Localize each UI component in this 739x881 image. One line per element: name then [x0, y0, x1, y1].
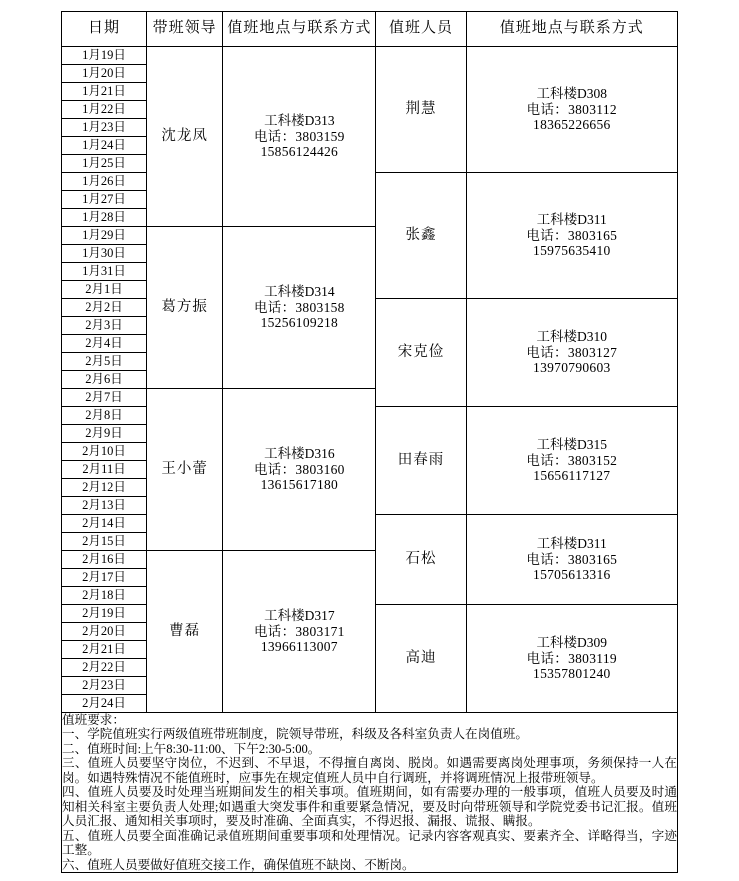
date-cell: 2月2日 — [62, 299, 147, 317]
leader-location-cell — [223, 389, 376, 551]
leader-location-cell — [223, 47, 376, 227]
note-item-5: 六、值班人员要做好值班交接工作，确保值班不缺岗、不断岗。 — [62, 857, 415, 872]
date-cell: 2月7日 — [62, 389, 147, 407]
staff-name-cell: 石松 — [376, 515, 466, 605]
staff-phone: 电话：3803165 — [526, 551, 618, 567]
date-cell: 1月19日 — [62, 47, 147, 65]
staff-phone: 电话：3803152 — [526, 452, 618, 468]
staff-phone: 电话：3803112 — [526, 101, 617, 117]
staff-mobile: 15975635410 — [533, 243, 611, 259]
column-header-2: 值班地点与联系方式 — [223, 12, 376, 47]
leader-room: 工科楼D316 — [264, 446, 335, 462]
leader-room: 工科楼D314 — [264, 284, 335, 300]
staff-room: 工科楼D309 — [536, 635, 608, 651]
date-cell: 1月20日 — [62, 65, 147, 83]
date-cell: 2月21日 — [62, 641, 147, 659]
date-cell: 2月24日 — [62, 695, 147, 713]
note-item-2: 三、值班人员要坚守岗位，不迟到、不早退，不得擅自离岗、脱岗。如遇需要离岗处理事项，务须保持一人在岗。如遇特殊情况不能值班时，应事先在规定值班人员中自行调班，并将调班情况上报带班领导。 — [62, 756, 677, 785]
notes-row — [62, 713, 678, 873]
column-header-4: 值班地点与联系方式 — [466, 12, 677, 47]
date-cell: 2月19日 — [62, 605, 147, 623]
leader-mobile: 15256109218 — [260, 315, 339, 331]
leader-name-cell: 葛方振 — [147, 227, 223, 389]
duty-table-body — [62, 12, 678, 873]
date-cell: 2月14日 — [62, 515, 147, 533]
duty-schedule-table — [61, 11, 678, 873]
leader-phone: 电话：3803158 — [253, 299, 345, 315]
date-cell: 1月22日 — [62, 101, 147, 119]
staff-mobile: 15357801240 — [533, 666, 611, 682]
staff-name-cell: 宋克俭 — [376, 299, 466, 407]
date-cell: 1月29日 — [62, 227, 147, 245]
date-cell: 2月5日 — [62, 353, 147, 371]
staff-name-cell: 高迪 — [376, 605, 466, 713]
note-item-3: 四、值班人员要及时处理当班期间发生的相关事项。值班期间，如有需要办理的一般事项，值班人员要及时通知相关科室主要负责人处理;如遇重大突发事件和重要紧急情况，要及时向带班领导和学院党委书记汇报。值班人员汇报、通知相关事项时，要及时准确、全面真实，不得迟报、漏报、谎报、瞒报。 — [62, 785, 677, 829]
date-cell: 2月9日 — [62, 425, 147, 443]
staff-name-cell: 张鑫 — [376, 173, 466, 299]
date-cell: 2月16日 — [62, 551, 147, 569]
duty-requirements-cell — [62, 713, 678, 873]
leader-phone: 电话：3803171 — [253, 623, 345, 639]
staff-phone: 电话：3803165 — [526, 227, 618, 243]
staff-mobile: 13970790603 — [533, 360, 611, 376]
leader-mobile: 15856124426 — [260, 144, 339, 160]
note-item-4: 五、值班人员要全面准确记录值班期间重要事项和处理情况。记录内容客观真实、要素齐全、详略得当，字迹工整。 — [62, 828, 677, 858]
date-cell: 2月13日 — [62, 497, 147, 515]
date-cell: 1月25日 — [62, 155, 147, 173]
leader-room: 工科楼D313 — [264, 113, 335, 129]
date-cell: 2月10日 — [62, 443, 147, 461]
leader-name-cell: 王小蕾 — [147, 389, 223, 551]
staff-location-cell — [466, 173, 677, 299]
date-cell: 1月21日 — [62, 83, 147, 101]
leader-room: 工科楼D317 — [264, 608, 335, 624]
date-cell: 1月31日 — [62, 263, 147, 281]
staff-mobile: 15705613316 — [533, 567, 611, 583]
date-cell: 1月30日 — [62, 245, 147, 263]
date-cell: 1月27日 — [62, 191, 147, 209]
date-cell: 2月6日 — [62, 371, 147, 389]
date-cell: 1月26日 — [62, 173, 147, 191]
column-header-3: 值班人员 — [376, 12, 466, 47]
date-cell: 1月23日 — [62, 119, 147, 137]
date-cell: 2月3日 — [62, 317, 147, 335]
date-cell: 2月12日 — [62, 479, 147, 497]
staff-room: 工科楼D315 — [536, 437, 608, 453]
staff-room: 工科楼D310 — [536, 329, 608, 345]
date-cell: 2月17日 — [62, 569, 147, 587]
duty-schedule-sheet — [61, 11, 678, 873]
date-cell: 2月22日 — [62, 659, 147, 677]
staff-name-cell: 田春雨 — [376, 407, 466, 515]
leader-phone: 电话：3803160 — [253, 461, 345, 477]
date-cell: 2月4日 — [62, 335, 147, 353]
staff-location-cell — [466, 605, 677, 713]
staff-room: 工科楼D308 — [536, 86, 608, 102]
date-cell: 2月1日 — [62, 281, 147, 299]
leader-mobile: 13966113007 — [260, 639, 338, 655]
staff-location-cell — [466, 299, 677, 407]
staff-location-cell — [466, 47, 677, 173]
staff-room: 工科楼D311 — [536, 536, 607, 552]
table-row — [62, 47, 678, 65]
note-item-1: 二、值班时间:上午8:30-11:00、下午2:30-5:00。 — [62, 741, 321, 756]
date-cell: 1月24日 — [62, 137, 147, 155]
staff-location-cell — [466, 515, 677, 605]
date-cell: 1月28日 — [62, 209, 147, 227]
date-cell: 2月20日 — [62, 623, 147, 641]
table-header-row — [62, 12, 678, 47]
date-cell: 2月8日 — [62, 407, 147, 425]
column-header-0: 日期 — [62, 12, 147, 47]
leader-name-cell: 曹磊 — [147, 551, 223, 713]
leader-phone: 电话：3803159 — [253, 128, 345, 144]
staff-mobile: 15656117127 — [533, 468, 611, 484]
staff-mobile: 18365226656 — [533, 117, 611, 133]
staff-room: 工科楼D311 — [536, 212, 607, 228]
date-cell: 2月23日 — [62, 677, 147, 695]
leader-mobile: 13615617180 — [260, 477, 339, 493]
leader-name-cell: 沈龙凤 — [147, 47, 223, 227]
staff-phone: 电话：3803119 — [526, 650, 617, 666]
staff-location-cell — [466, 407, 677, 515]
notes-title: 值班要求： — [62, 713, 125, 727]
column-header-1: 带班领导 — [147, 12, 223, 47]
date-cell: 2月11日 — [62, 461, 147, 479]
date-cell: 2月18日 — [62, 587, 147, 605]
leader-location-cell — [223, 551, 376, 713]
staff-phone: 电话：3803127 — [526, 344, 618, 360]
leader-location-cell — [223, 227, 376, 389]
note-item-0: 一、学院值班实行两级值班带班制度，院领导带班，科级及各科室负责人在岗值班。 — [62, 727, 528, 742]
staff-name-cell: 荆慧 — [376, 47, 466, 173]
date-cell: 2月15日 — [62, 533, 147, 551]
